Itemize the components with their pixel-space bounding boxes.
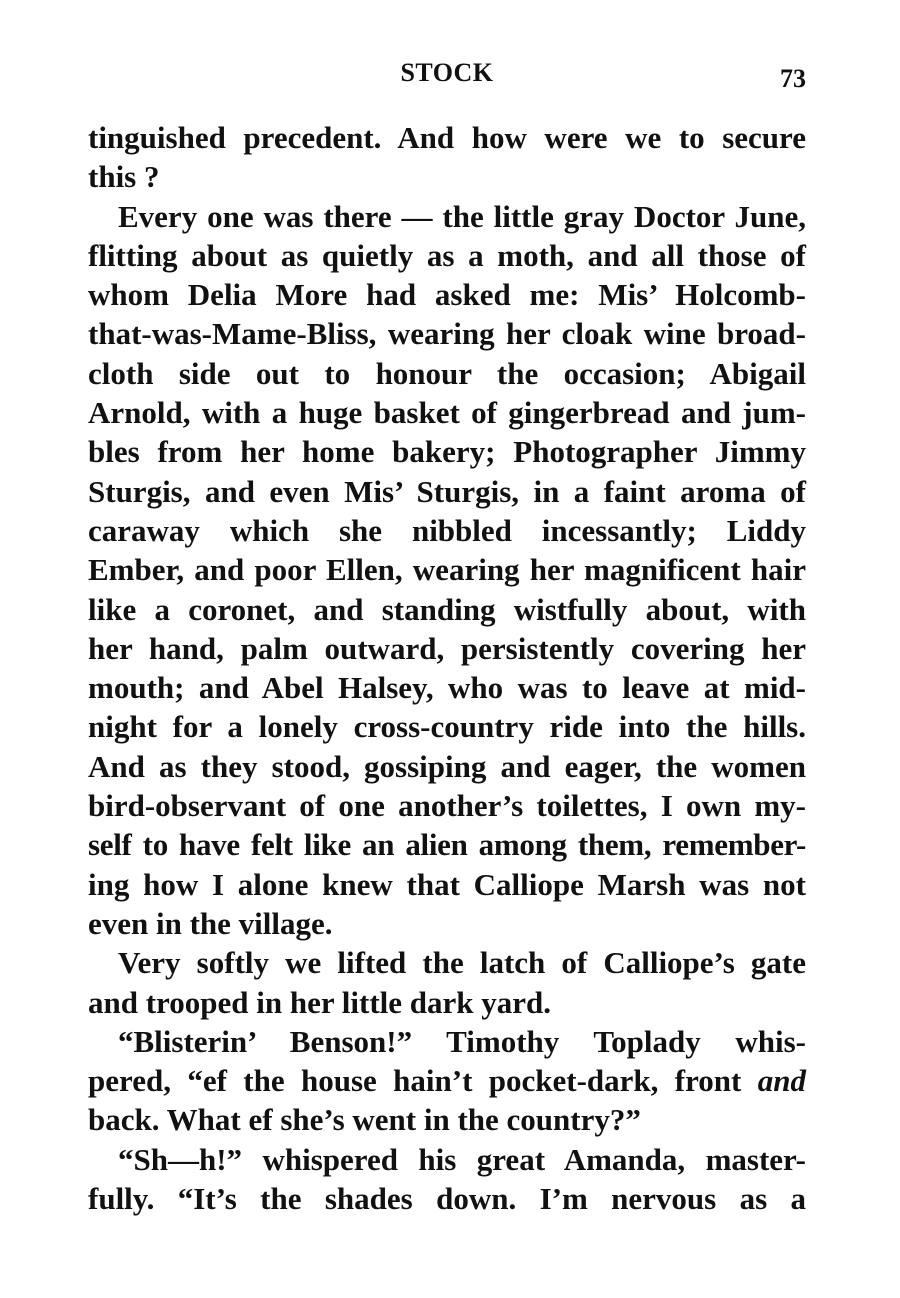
text-line: “Sh—h!” whispered his great Amanda, master- bbox=[118, 1141, 806, 1177]
text-line: tinguished precedent. And how were we to secure bbox=[88, 120, 806, 155]
text-line: even in the village. bbox=[88, 905, 333, 941]
text-line: bird-observant of one another’s toilettes, I own my- bbox=[88, 788, 806, 824]
text-line: “Blisterin’ Benson!” Timothy Toplady whis- bbox=[118, 1023, 806, 1059]
text-segment: pered, “ef the house hain’t pocket-dark, front bbox=[88, 1063, 758, 1099]
text-line: back. What ef she’s went in the country?” bbox=[88, 1102, 641, 1138]
page-number: 73 bbox=[780, 64, 806, 93]
text-line: And as they stood, gossiping and eager, the women bbox=[88, 748, 806, 784]
text-line: Arnold, with a huge basket of gingerbread and jum- bbox=[88, 395, 806, 431]
text-line: cloth side out to honour the occasion; Abigail bbox=[88, 355, 806, 391]
text-line: and trooped in her little dark yard. bbox=[88, 984, 552, 1020]
text-line: Every one was there — the little gray Doctor June, bbox=[118, 198, 806, 234]
text-line: whom Delia More had asked me: Mis’ Holcomb- bbox=[88, 277, 806, 313]
text-line: ing how I alone knew that Calliope Marsh was not bbox=[88, 866, 806, 902]
text-line: her hand, palm outward, persistently covering her bbox=[88, 630, 806, 666]
text-line: Ember, and poor Ellen, wearing her magnificent hair bbox=[88, 552, 806, 588]
text-line: bles from her home bakery; Photographer Jimmy bbox=[88, 434, 806, 470]
text-line: this ? bbox=[88, 159, 160, 195]
text-line: caraway which she nibbled incessantly; Liddy bbox=[88, 512, 806, 548]
body-text bbox=[88, 118, 806, 1218]
text-line: Sturgis, and even Mis’ Sturgis, in a faint aroma of bbox=[88, 473, 806, 509]
text-line: that-was-Mame-Bliss, wearing her cloak wine broad- bbox=[88, 316, 806, 352]
running-head bbox=[88, 58, 806, 98]
text-line: self to have felt like an alien among them, remember- bbox=[88, 827, 806, 863]
emphasized-word: and bbox=[757, 1063, 806, 1099]
text-line: Very softly we lifted the latch of Calliope’s gate bbox=[118, 945, 806, 981]
text-line: mouth; and Abel Halsey, who was to leave at mid- bbox=[88, 670, 806, 706]
text-line-with-emphasis bbox=[88, 1061, 806, 1100]
text-line: like a coronet, and standing wistfully about, with bbox=[88, 591, 806, 627]
running-title: STOCK bbox=[400, 58, 494, 87]
text-line: fully. “It’s the shades down. I’m nervous as a bbox=[88, 1181, 806, 1217]
text-line: night for a lonely cross-country ride into the hills. bbox=[88, 709, 806, 745]
text-line: flitting about as quietly as a moth, and all those of bbox=[88, 237, 806, 273]
